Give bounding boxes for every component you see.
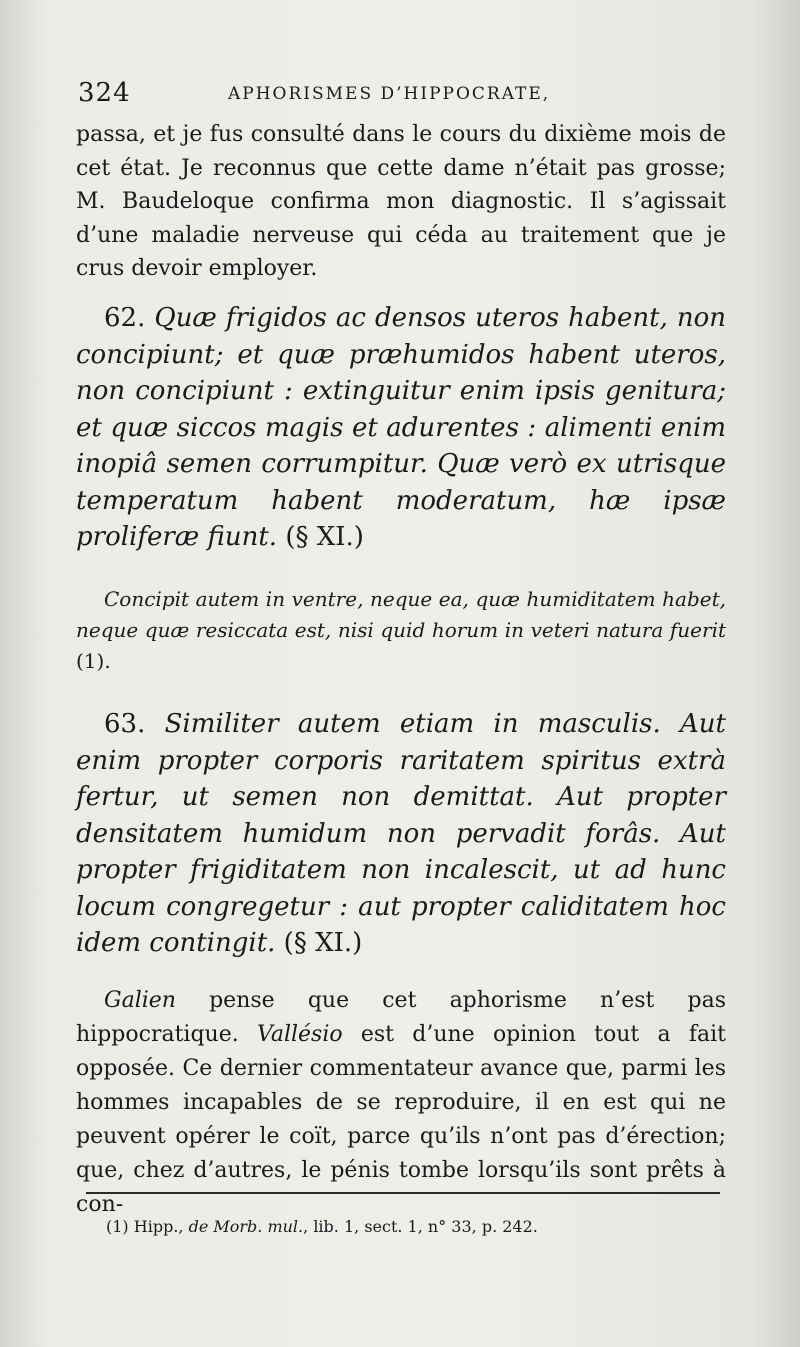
aphorism-63-text: Similiter autem etiam in masculis. Aut enim propter corporis raritatem spiritus extrà fertur, ut semen non demittat. Aut propter densitatem humidum non pervadit forâs. Aut propter frigiditatem non incalescit, ut ad hunc locum congregetur : aut propter caliditatem hoc idem contingit.: [76, 709, 727, 958]
commentary-author-galien: Galien: [104, 988, 176, 1013]
footnote-reference: (1).: [76, 649, 111, 673]
running-title: APHORISMES D’HIPPOCRATE,: [228, 84, 551, 104]
commentary-paragraph: [76, 984, 726, 1222]
aphorism-63-reference: (§ XI.): [283, 928, 363, 958]
footnote-marker: (1): [106, 1217, 129, 1236]
continuation-text: passa, et je fus consulté dans le cours du dixième mois de cet état. Je reconnus que cette dame n’était pas grosse; M. Baudeloque confirma mon diagnostic. Il s’agissait d’une maladie nerveuse qui céda au traitement que je crus devoir employer.: [76, 122, 726, 281]
latin-quote-text: Concipit autem in ventre, neque ea, quæ humiditatem habet, neque quæ resiccata est, nisi quid horum in veteri natura fuerit: [76, 587, 726, 642]
commentary-author-vallesio: Vallésio: [256, 1022, 343, 1047]
aphorism-62-text: Quæ frigidos ac densos uteros habent, non concipiunt; et quæ præhumidos habent uteros, non concipiunt : extinguitur enim ipsis genitura; et quæ siccos magis et adurentes : alimenti enim inopiâ semen corrumpitur. Quæ verò ex utrisque temperatum habent moderatum, hæ ipsæ proliferæ fiunt.: [76, 303, 726, 552]
continuation-paragraph: [76, 118, 726, 286]
commentary-text-2: est d’une opinion tout a fait opposée. Ce dernier commentateur avance que, parmi les hommes incapables de se reproduire, il en est qui ne peuvent opérer le coït, parce qu’ils n’ont pas d’érection; que, chez d’autres, le pénis tombe lorsqu’ils sont prêts à con-: [76, 1022, 726, 1217]
footnote-post: , lib. 1, sect. 1, n° 33, p. 242.: [303, 1217, 538, 1236]
footnote: [106, 1216, 726, 1238]
footnote-title: de Morb. mul.: [188, 1217, 304, 1236]
aphorism-62: [76, 300, 726, 556]
latin-quote: [76, 584, 726, 677]
page-number: 324: [78, 78, 131, 108]
aphorism-63-number: 63.: [104, 709, 146, 739]
footnote-divider: [86, 1192, 720, 1194]
footnote-pre: Hipp.,: [128, 1217, 189, 1236]
aphorism-63: [76, 706, 726, 962]
aphorism-62-reference: (§ XI.): [285, 522, 364, 552]
commentary-text-1: pense que cet aphorisme n’est pas hippocratique.: [76, 988, 726, 1047]
aphorism-62-number: 62.: [104, 303, 146, 333]
page-header: [78, 78, 718, 118]
